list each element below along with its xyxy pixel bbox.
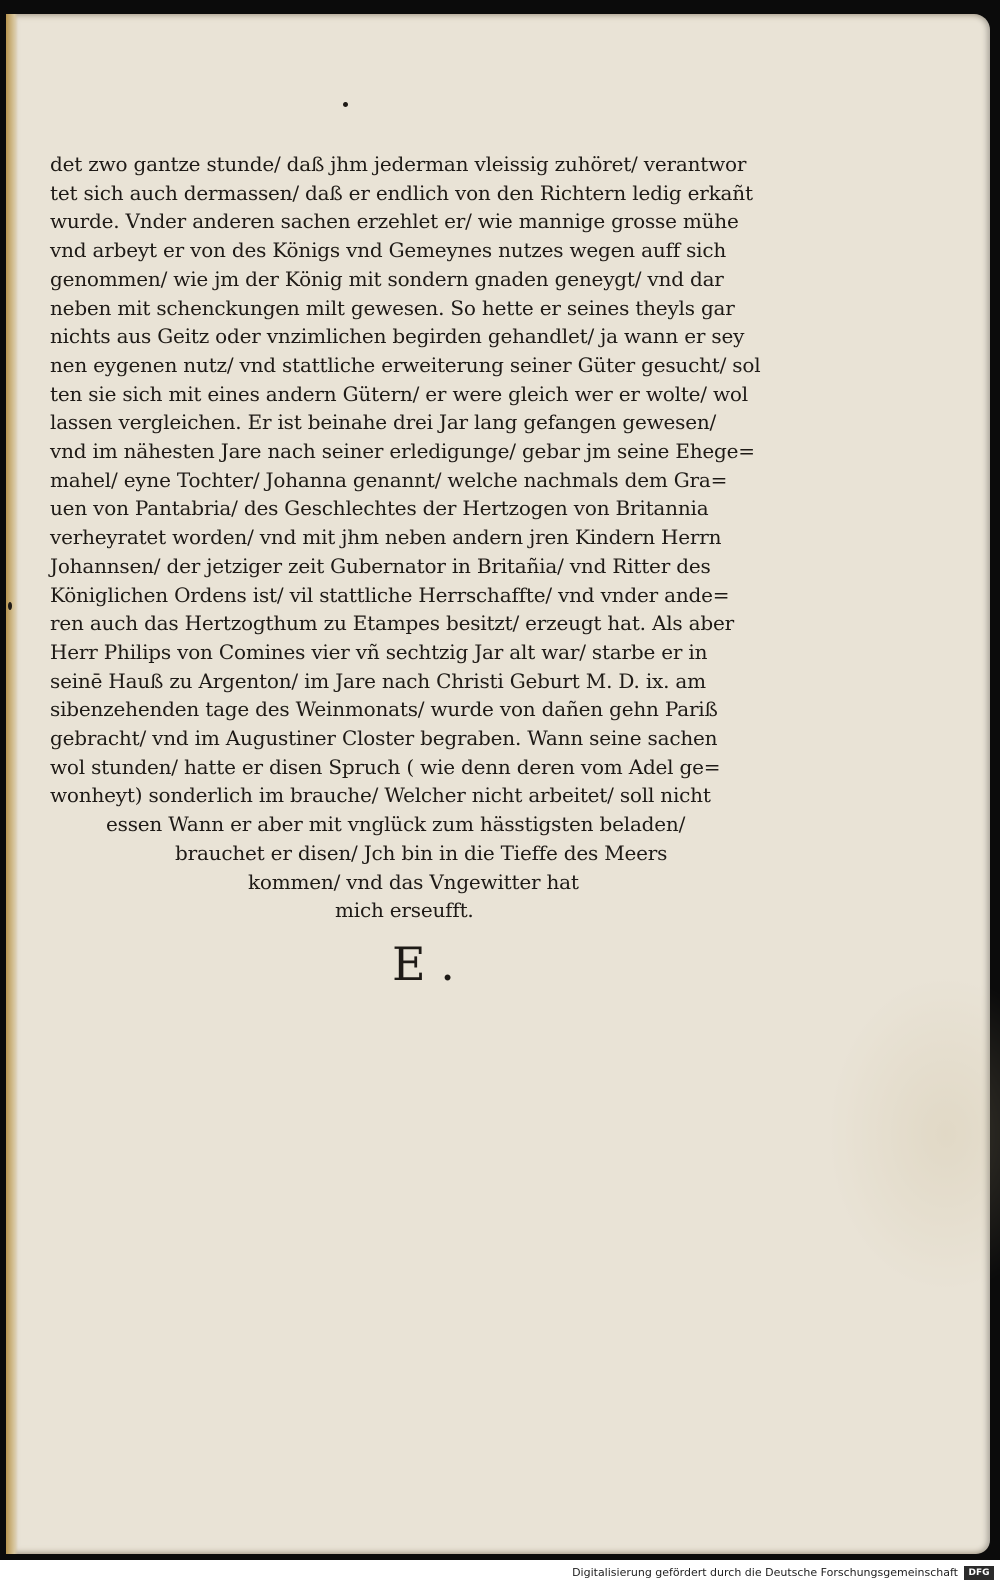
text-line: vnd arbeyt er von des Königs vnd Gemeynes nutzes wegen auff sich bbox=[50, 238, 727, 263]
text-line: neben mit schenckungen milt gewesen. So hette er seines theyls gar bbox=[50, 295, 735, 320]
text-line: mich erseufft. bbox=[335, 898, 474, 923]
text-line: wol stunden/ hatte er disen Spruch ( wie denn deren vom Adel ge= bbox=[50, 754, 721, 779]
printer-dot bbox=[343, 102, 348, 107]
text-line: verheyratet worden/ vnd mit jhm neben andern jren Kindern Herrn bbox=[50, 525, 722, 550]
text-line: ren auch das Hertzogthum zu Etampes besitzt/ erzeugt hat. Als aber bbox=[50, 611, 734, 636]
dfg-logo: DFG bbox=[964, 1566, 994, 1580]
text-line: wonheyt) sonderlich im brauche/ Welcher nicht arbeitet/ soll nicht bbox=[50, 783, 711, 808]
text-line: nichts aus Geitz oder vnzimlichen begirden gehandlet/ ja wann er sey bbox=[50, 324, 745, 349]
text-line: uen von Pantabria/ des Geschlechtes der Hertzogen von Britannia bbox=[50, 496, 709, 521]
text-line: Herr Philips von Comines vier vñ sechtzig Jar alt war/ starbe er in bbox=[50, 639, 708, 664]
text-line: tet sich auch dermassen/ daß er endlich von den Richtern ledig erkañt bbox=[50, 180, 753, 205]
text-line: nen eygenen nutz/ vnd stattliche erweiterung seiner Güter gesucht/ sol bbox=[50, 352, 761, 377]
text-line: sibenzehenden tage des Weinmonats/ wurde von dañen gehn Pariß bbox=[50, 697, 718, 722]
body-text bbox=[50, 150, 790, 925]
text-line: ten sie sich mit eines andern Gütern/ er were gleich wer er wolte/ wol bbox=[50, 381, 748, 406]
footer-credit: Digitalisierung gefördert durch die Deutsche Forschungsgemeinschaft bbox=[572, 1566, 958, 1579]
text-line: lassen vergleichen. Er ist beinahe drei Jar lang gefangen gewesen/ bbox=[50, 410, 717, 435]
text-line: genommen/ wie jm der König mit sondern gnaden geneygt/ vnd dar bbox=[50, 266, 724, 291]
text-line: vnd im nähesten Jare nach seiner erledigunge/ gebar jm seine Ehege= bbox=[50, 439, 755, 464]
text-line: mahel/ eyne Tochter/ Johanna genannt/ welche nachmals dem Gra= bbox=[50, 467, 728, 492]
text-line: essen Wann er aber mit vnglück zum hässtigsten beladen/ bbox=[106, 812, 686, 837]
text-line: brauchet er disen/ Jch bin in die Tieffe des Meers bbox=[175, 840, 668, 865]
binding-gutter bbox=[6, 14, 18, 1554]
text-line: Königlichen Ordens ist/ vil stattliche Herrschaffte/ vnd vnder ande= bbox=[50, 582, 730, 607]
paper-stain bbox=[826, 974, 1000, 1294]
text-line: Johannsen/ der jetziger zeit Gubernator in Britañia/ vnd Ritter des bbox=[50, 553, 711, 578]
text-line: gebracht/ vnd im Augustiner Closter begraben. Wann seine sachen bbox=[50, 726, 718, 751]
text-line: seinē Hauß zu Argenton/ im Jare nach Christi Geburt M. D. ix. am bbox=[50, 668, 706, 693]
footer-bar bbox=[0, 1560, 1000, 1586]
margin-mark bbox=[8, 602, 12, 610]
text-line: wurde. Vnder anderen sachen erzehlet er/ wie mannige grosse mühe bbox=[50, 209, 739, 234]
text-line: kommen/ vnd das Vngewitter hat bbox=[248, 869, 579, 894]
finis-mark: E . bbox=[392, 937, 455, 991]
text-line: det zwo gantze stunde/ daß jhm jederman vleissig zuhöret/ verantwor bbox=[50, 152, 747, 176]
